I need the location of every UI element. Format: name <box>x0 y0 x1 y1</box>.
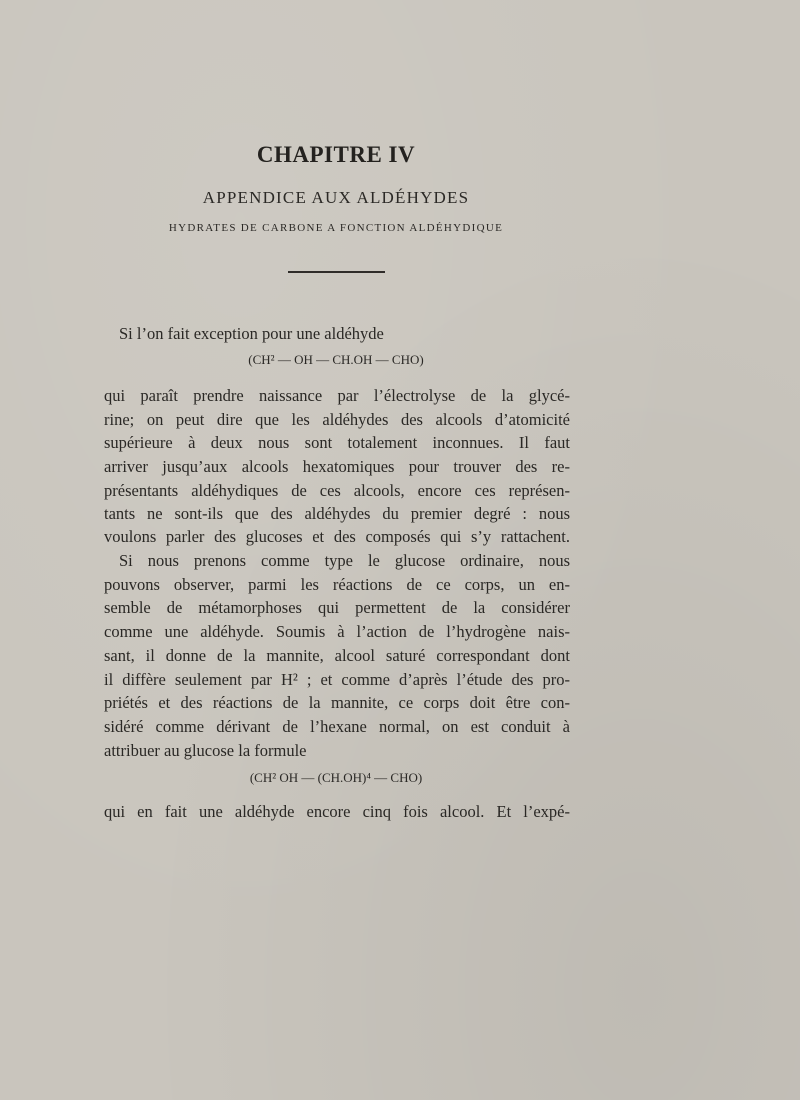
formula-1: (CH² — OH — CH.OH — CHO) <box>248 352 424 367</box>
opening-line: Si l’on fait exception pour une aldéhyde <box>119 324 384 343</box>
paragraph-1-line: qui paraît prendre naissance par l’électrolyse de la glycé- <box>104 386 570 405</box>
paragraph-1-line: supérieure à deux nous sont totalement inconnues. Il faut <box>104 433 570 452</box>
paragraph-2-line: pouvons observer, parmi les réactions de ce corps, un en- <box>104 575 570 594</box>
section-divider <box>288 271 385 273</box>
paragraph-1-line: rine; on peut dire que les aldéhydes des alcools d’atomicité <box>104 410 570 429</box>
paragraph-1-line: arriver jusqu’aux alcools hexatomiques pour trouver des re- <box>104 457 570 476</box>
paragraph-1-line: présentants aldéhydiques de ces alcools, encore ces représen- <box>104 481 570 500</box>
paragraph-2-line: Si nous prenons comme type le glucose ordinaire, nous <box>119 551 570 570</box>
paragraph-2-line: sidéré comme dérivant de l’hexane normal, on est conduit à <box>104 717 570 736</box>
paragraph-2-line: priétés et des réactions de la mannite, ce corps doit être con- <box>104 693 570 712</box>
paragraph-1-line: voulons parler des glucoses et des composés qui s’y rattachent. <box>104 527 570 546</box>
paragraph-2-line: il diffère seulement par H² ; et comme d’après l’étude des pro- <box>104 670 570 689</box>
paragraph-2-line: attribuer au glucose la formule <box>104 741 307 760</box>
chapter-subtitle: HYDRATES DE CARBONE A FONCTION ALDÉHYDIQUE <box>168 222 504 234</box>
paragraph-2-line: sant, il donne de la mannite, alcool saturé correspondant dont <box>104 646 570 665</box>
paragraph-2-line: comme une aldéhyde. Soumis à l’action de l’hydrogène nais- <box>104 622 570 641</box>
paragraph-1-line: tants ne sont-ils que des aldéhydes du premier degré : nous <box>104 504 570 523</box>
formula-2: (CH² OH — (CH.OH)⁴ — CHO) <box>249 770 423 785</box>
chapter-title: APPENDICE AUX ALDÉHYDES <box>202 188 470 207</box>
paragraph-2-line: semble de métamorphoses qui permettent de la considérer <box>104 598 570 617</box>
chapter-heading: CHAPITRE IV <box>256 142 416 167</box>
closing-line: qui en fait une aldéhyde encore cinq fois alcool. Et l’expé- <box>104 802 570 821</box>
